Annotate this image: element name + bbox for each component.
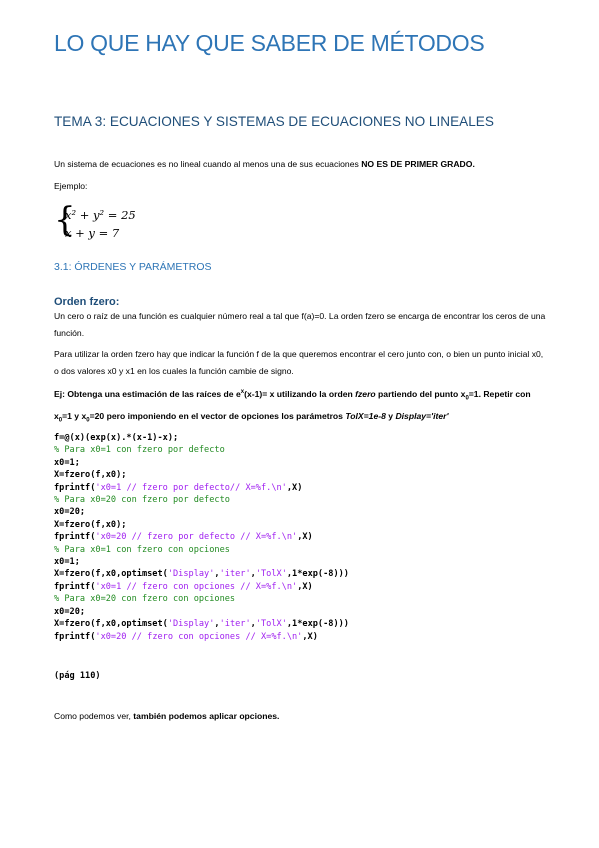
code-text: X=fzero(f,x0); — [54, 470, 127, 481]
code-text: fprintf( — [54, 581, 96, 592]
code-string: 'Display' — [167, 569, 215, 580]
intro-paragraph: Un sistema de ecuaciones es no lineal cuando al menos una de sus ecuaciones NO ES DE PRIMER GRADO. — [54, 159, 475, 169]
code-text: , — [214, 619, 220, 630]
code-text: ,X) — [297, 532, 313, 543]
document-title: LO QUE HAY QUE SABER DE MÉTODOS — [54, 30, 485, 56]
code-text: , — [214, 569, 220, 580]
code-line — [54, 432, 349, 444]
code-comment: % Para x0=20 con fzero por defecto — [54, 495, 230, 506]
code-comment: % Para x0=1 con fzero con opciones — [54, 544, 230, 555]
code-comment: % Para x0=1 con fzero por defecto — [54, 445, 225, 456]
code-text: ,1*exp(-8))) — [286, 619, 349, 630]
code-text: fprintf( — [54, 631, 96, 642]
code-string: 'iter' — [219, 569, 251, 580]
code-text: X=fzero(f,x0,optimset( — [54, 619, 168, 630]
code-line — [54, 631, 349, 643]
code-text: x0=1; — [54, 557, 80, 568]
code-text: ,X) — [297, 581, 313, 592]
code-line — [54, 606, 349, 618]
code-text: , — [250, 569, 256, 580]
code-line — [54, 568, 349, 580]
code-line — [54, 482, 349, 494]
code-text: fprintf( — [54, 532, 96, 543]
code-text: X=fzero(f,x0,optimset( — [54, 569, 168, 580]
code-line — [54, 494, 349, 506]
code-line — [54, 457, 349, 469]
brace-symbol: { — [54, 200, 76, 240]
equation-1: x² + y² = 25 — [65, 208, 136, 222]
code-line — [54, 581, 349, 593]
code-text: , — [250, 619, 256, 630]
code-line — [54, 544, 349, 556]
code-line — [54, 531, 349, 543]
paragraph-1: Un cero o raíz de una función es cualquier número real a tal que f(a)=0. La orden fzero se encarga de encontrar los ceros de una función. — [54, 311, 546, 338]
code-text: x0=20; — [54, 507, 86, 518]
exercise-statement: Ej: Obtenga una estimación de las raíces de $e^x(x-1)= x$ utilizando la orden fzero partiendo del punto $x_0=1$. Repetir con $x_0=1$ y $x_0=20$ pero imponiendo en el vector de opciones los parámetros TolX=1e-8 y Display='iter' — [54, 388, 531, 424]
code-text: x0=1; — [54, 457, 80, 468]
code-line — [54, 593, 349, 605]
code-text: ,X) — [286, 482, 303, 493]
ejemplo-label: Ejemplo: — [54, 181, 88, 191]
code-text: X=fzero(f,x0); — [54, 519, 127, 530]
code-block — [54, 432, 349, 643]
code-text: ,1*exp(-8))) — [286, 569, 349, 580]
code-string: 'x0=1 // fzero con opciones // X=%f.\n' — [95, 581, 298, 592]
code-text: ,X) — [302, 631, 318, 642]
code-string: 'iter' — [219, 619, 251, 630]
code-line — [54, 506, 349, 518]
equation-system — [54, 200, 174, 244]
code-line — [54, 556, 349, 568]
code-string: 'x0=20 // fzero por defecto // X=%f.\n' — [95, 532, 298, 543]
code-text: fprintf( — [54, 482, 96, 493]
code-string: 'x0=1 // fzero por defecto// X=%f.\n' — [95, 482, 287, 493]
subsection-heading: Orden fzero: — [54, 296, 120, 308]
section-heading: 3.1: ÓRDENES Y PARÁMETROS — [54, 261, 212, 273]
code-string: 'Display' — [167, 619, 215, 630]
tema-heading: TEMA 3: ECUACIONES Y SISTEMAS DE ECUACIONES NO LINEALES — [54, 114, 494, 129]
code-text: x0=20; — [54, 606, 86, 617]
page-reference: (pág 110) — [54, 671, 101, 681]
code-line — [54, 618, 349, 630]
code-line — [54, 519, 349, 531]
code-line — [54, 444, 349, 456]
code-text: f=@(x)(exp(x).*(x-1)-x); — [54, 433, 179, 443]
code-string: 'x0=20 // fzero con opciones // X=%f.\n' — [95, 631, 303, 642]
equation-2: x + y = 7 — [65, 226, 120, 240]
closing-paragraph: Como podemos ver, también podemos aplicar opciones. — [54, 711, 280, 721]
code-string: 'TolX' — [255, 619, 287, 630]
code-line — [54, 469, 349, 481]
code-comment: % Para x0=20 con fzero con opciones — [54, 594, 236, 605]
code-string: 'TolX' — [255, 569, 287, 580]
paragraph-2: Para utilizar la orden fzero hay que indicar la función f de la que queremos encontrar el cero junto con, o bien un punto inicial x0, o dos valores x0 y x1 en los cuales la función cambie de signo. — [54, 349, 544, 376]
